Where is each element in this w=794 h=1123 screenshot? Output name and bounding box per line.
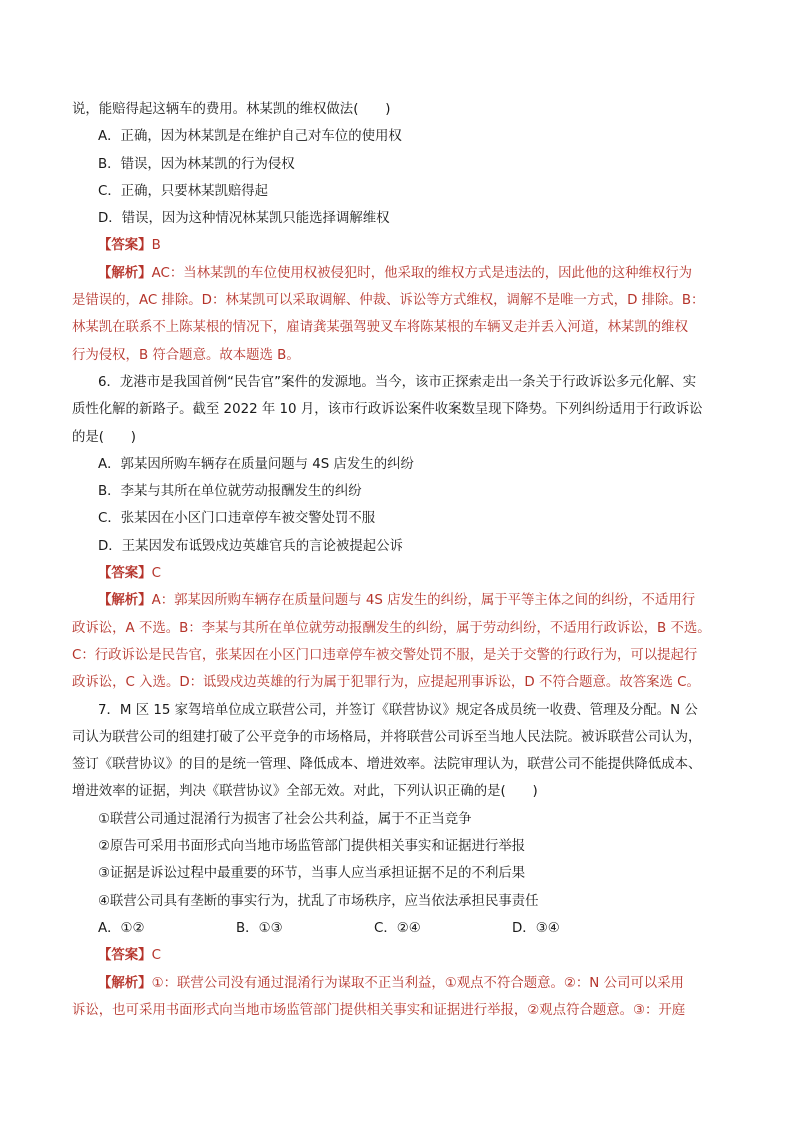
q6-analysis-line: C：行政诉讼是民告官，张某因在小区门口违章停车被交警处罚不服，是关于交警的行政行为，可以提起行: [72, 647, 698, 663]
q7-choices: [72, 915, 722, 942]
q7-stem-line: 司认为联营公司的组建打破了公平竞争的市场格局，并将联营公司诉至当地人民法院。被诉联营公司认为，: [72, 729, 702, 745]
answer-tag: 【答案】: [98, 566, 152, 582]
answer-value: B: [151, 238, 161, 254]
q7-stem-line: 增进效率的证据，判决《联营协议》全部无效。对此，下列认识正确的是( ): [72, 784, 538, 800]
analysis-tag: 【解析】: [98, 975, 152, 991]
q5-analysis-line: 行为侵权，B 符合题意。故本题选 B。: [72, 347, 300, 363]
q7-statement-4: ④联营公司具有垄断的事实行为，扰乱了市场秩序，应当依法承担民事责任: [98, 893, 539, 909]
q5-analysis-line: [72, 260, 722, 287]
q7-stem-line: 7．M 区 15 家驾培单位成立联营公司，并签订《联营协议》规定各成员统一收费、管理及分配。N 公: [98, 702, 698, 718]
q6-option-a: A．郭某因所购车辆存在质量问题与 4S 店发生的纠纷: [98, 456, 414, 472]
analysis-tag: 【解析】: [98, 593, 152, 609]
analysis-text: ①：联营公司没有通过混淆行为谋取不正当利益，①观点不符合题意。②：N 公司可以采用: [151, 975, 684, 991]
q5-option-b: B．错误，因为林某凯的行为侵权: [98, 156, 295, 172]
q7-choice-a: A．①②: [98, 920, 145, 936]
q5-analysis-line: 林某凯在联系不上陈某根的情况下，雇请龚某强驾驶叉车将陈某根的车辆叉走并丢入河道，林某凯的维权: [72, 320, 688, 336]
analysis-text: AC：当林某凯的车位使用权被侵犯时，他采取的维权方式是违法的，因此他的这种维权行为: [151, 265, 693, 281]
q7-choice-b: B．①③: [236, 920, 283, 936]
q7-analysis-line: 诉讼，也可采用书面形式向当地市场监管部门提供相关事实和证据进行举报，②观点符合题意。③：开庭: [72, 1002, 686, 1018]
q7-choice-d: D．③④: [512, 920, 560, 936]
q6-stem-line: 的是( ): [72, 429, 137, 445]
q7-choice-c: C．②④: [374, 920, 421, 936]
analysis-tag: 【解析】: [98, 265, 152, 281]
q7-stem-line: 签订《联营协议》的目的是统一管理、降低成本、增进效率。法院审理认为，联营公司不能提供降低成本、: [72, 757, 702, 773]
q7-answer: [72, 942, 722, 969]
answer-tag: 【答案】: [98, 238, 152, 254]
q6-analysis-line: 政诉讼，A 不选。B：李某与其所在单位就劳动报酬发生的纠纷，属于劳动纠纷，不适用行政诉讼，B 不选。: [72, 620, 711, 636]
q6-stem-line: 6．龙港市是我国首例“民告官”案件的发源地。当今，该市正探索走出一条关于行政诉讼多元化解、实: [98, 374, 697, 390]
answer-tag: 【答案】: [98, 948, 152, 964]
question-content: [72, 96, 722, 1024]
q5-answer: [72, 232, 722, 259]
q6-analysis-line: 政诉讼，C 入选。D：诋毁戍边英雄的行为属于犯罪行为，应提起刑事诉讼，D 不符合题意。故答案选 C。: [72, 675, 700, 691]
q6-analysis-line: [72, 587, 722, 614]
q5-option-d: D．错误，因为这种情况林某凯只能选择调解维权: [98, 211, 390, 227]
q6-stem-line: 质性化解的新路子。截至 2022 年 10 月，该市行政诉讼案件收案数呈现下降势。下列纠纷适用于行政诉讼: [72, 402, 703, 418]
answer-value: C: [151, 948, 161, 964]
analysis-text: A：郭某因所购车辆存在质量问题与 4S 店发生的纠纷，属于平等主体之间的纠纷，不适用行: [151, 593, 696, 609]
q5-analysis-line: 是错误的，AC 排除。D：林某凯可以采取调解、仲裁、诉讼等方式维权，调解不是唯一方式，D 排除。B：: [72, 293, 705, 309]
q6-answer: [72, 560, 722, 587]
q7-analysis-line: [72, 970, 722, 997]
q7-statement-3: ③证据是诉讼过程中最重要的环节，当事人应当承担证据不足的不利后果: [98, 866, 526, 882]
q6-option-b: B．李某与其所在单位就劳动报酬发生的纠纷: [98, 484, 362, 500]
q5-stem-tail: 说，能赔得起这辆车的费用。林某凯的维权做法( ): [72, 102, 391, 117]
answer-value: C: [151, 566, 161, 582]
q5-option-c: C．正确，只要林某凯赔得起: [98, 183, 269, 199]
q6-option-c: C．张某因在小区门口违章停车被交警处罚不服: [98, 511, 376, 527]
q6-option-d: D．王某因发布诋毁戍边英雄官兵的言论被提起公诉: [98, 538, 403, 554]
q7-statement-1: ①联营公司通过混淆行为损害了社会公共利益，属于不正当竞争: [98, 811, 472, 827]
q5-option-a: A．正确，因为林某凯是在维护自己对车位的使用权: [98, 129, 402, 145]
q7-statement-2: ②原告可采用书面形式向当地市场监管部门提供相关事实和证据进行举报: [98, 839, 526, 855]
